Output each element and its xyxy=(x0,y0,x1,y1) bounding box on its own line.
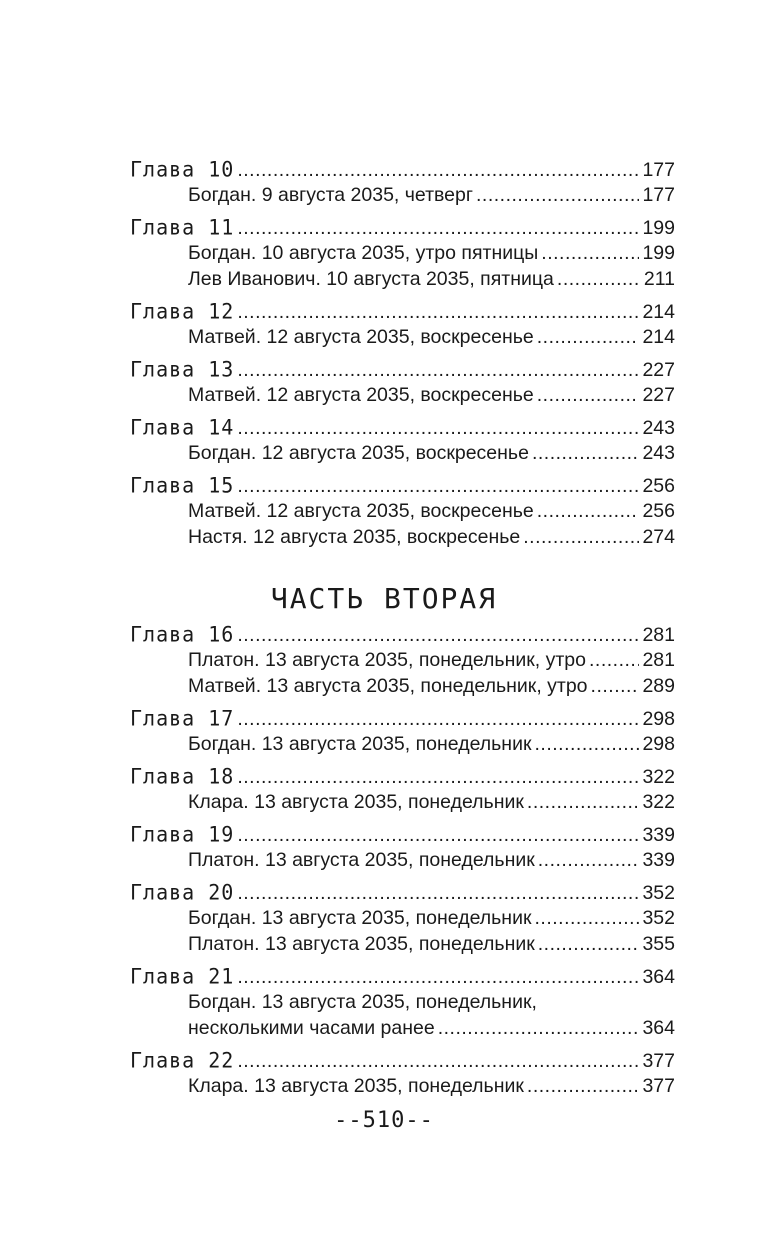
leader-dots xyxy=(237,357,639,383)
toc-chapter-row xyxy=(130,621,675,648)
chapter-title: Глава 12 xyxy=(130,298,235,324)
toc-entry-row xyxy=(188,182,675,208)
chapter-title: Глава 15 xyxy=(130,472,235,498)
toc-entry-row xyxy=(188,847,675,873)
leader-dots xyxy=(237,822,639,848)
toc-chapter-row xyxy=(130,356,675,383)
chapter-title: Глава 11 xyxy=(130,214,235,240)
entry-title: Платон. 13 августа 2035, понедельник, утро xyxy=(188,649,586,671)
leader-dots xyxy=(237,1048,639,1074)
entry-title: Богдан. 13 августа 2035, понедельник xyxy=(188,907,532,929)
entry-title: Клара. 13 августа 2035, понедельник xyxy=(188,1075,524,1097)
leader-dots xyxy=(237,215,639,241)
leader-dots xyxy=(237,157,639,183)
leader-dots xyxy=(237,415,639,441)
page-ref: 256 xyxy=(642,475,675,497)
chapter-title: Глава 10 xyxy=(130,156,235,182)
chapter-title: Глава 14 xyxy=(130,414,235,440)
leader-dots xyxy=(535,905,640,931)
leader-dots xyxy=(523,524,639,550)
page-ref: 322 xyxy=(642,791,675,813)
leader-dots xyxy=(535,731,640,757)
entry-title: Матвей. 12 августа 2035, воскресенье xyxy=(188,326,534,348)
page-ref: 214 xyxy=(642,301,675,323)
chapter-title: Глава 18 xyxy=(130,763,235,789)
leader-dots xyxy=(237,622,639,648)
page-ref: 364 xyxy=(642,966,675,988)
page-ref: 243 xyxy=(642,442,675,464)
leader-dots xyxy=(237,473,639,499)
page-ref: 227 xyxy=(642,384,675,406)
leader-dots xyxy=(527,789,640,815)
entry-title: Богдан. 13 августа 2035, понедельник, xyxy=(188,991,537,1013)
entry-title: Богдан. 12 августа 2035, воскресенье xyxy=(188,442,529,464)
page-ref: 298 xyxy=(642,708,675,730)
toc-entry-row xyxy=(188,266,675,292)
page-ref: 339 xyxy=(642,824,675,846)
entry-title: Платон. 13 августа 2035, понедельник xyxy=(188,849,535,871)
leader-dots xyxy=(589,647,639,673)
leader-dots xyxy=(237,880,639,906)
page-ref: 377 xyxy=(642,1050,675,1072)
page-ref: 352 xyxy=(642,882,675,904)
page-ref: 352 xyxy=(642,907,675,929)
toc-entry-row xyxy=(188,382,675,408)
toc-entry-row xyxy=(188,989,675,1015)
page-ref: 298 xyxy=(642,733,675,755)
toc-entry-row xyxy=(188,1073,675,1099)
leader-dots xyxy=(538,931,640,957)
page-ref: 243 xyxy=(642,417,675,439)
page-number: --510-- xyxy=(334,1108,434,1133)
leader-dots xyxy=(591,673,640,699)
leader-dots xyxy=(438,1015,640,1041)
toc-entry-row xyxy=(188,789,675,815)
page-ref: 177 xyxy=(642,159,675,181)
chapter-title: Глава 22 xyxy=(130,1047,235,1073)
entry-title: Настя. 12 августа 2035, воскресенье xyxy=(188,526,521,548)
toc-entry-row xyxy=(188,1015,675,1041)
leader-dots xyxy=(237,299,639,325)
toc-chapter-row xyxy=(130,705,675,732)
toc-chapter-row xyxy=(130,414,675,441)
toc-entry-row xyxy=(188,731,675,757)
leader-dots xyxy=(538,847,640,873)
entry-title: Лев Иванович. 10 августа 2035, пятница xyxy=(188,268,554,290)
toc-entry-row xyxy=(188,524,675,550)
entry-title: Платон. 13 августа 2035, понедельник xyxy=(188,933,535,955)
entry-title: Матвей. 12 августа 2035, воскресенье xyxy=(188,384,534,406)
toc-chapter-row xyxy=(130,821,675,848)
toc-entry-row xyxy=(188,324,675,350)
part-title: ЧАСТЬ ВТОРАЯ xyxy=(270,582,498,615)
page-ref: 214 xyxy=(642,326,675,348)
toc-chapter-row xyxy=(130,214,675,241)
page-ref: 281 xyxy=(642,624,675,646)
leader-dots xyxy=(527,1073,640,1099)
leader-dots xyxy=(476,182,639,208)
page-ref: 377 xyxy=(642,1075,675,1097)
toc-entry-row xyxy=(188,931,675,957)
page-ref: 289 xyxy=(642,675,675,697)
entry-title: Матвей. 13 августа 2035, понедельник, утро xyxy=(188,675,588,697)
leader-dots xyxy=(237,764,639,790)
leader-dots xyxy=(237,964,639,990)
toc-entry-row xyxy=(188,647,675,673)
entry-title: несколькими часами ранее xyxy=(188,1017,435,1039)
leader-dots xyxy=(237,706,639,732)
page-ref: 211 xyxy=(643,268,675,290)
toc-chapter-row xyxy=(130,298,675,325)
toc-chapter-row xyxy=(130,156,675,183)
entry-title: Богдан. 10 августа 2035, утро пятницы xyxy=(188,242,539,264)
leader-dots xyxy=(537,324,640,350)
entry-title: Клара. 13 августа 2035, понедельник xyxy=(188,791,524,813)
page-ref: 274 xyxy=(642,526,675,548)
chapter-title: Глава 13 xyxy=(130,356,235,382)
toc-chapter-row xyxy=(130,1047,675,1074)
page-ref: 199 xyxy=(642,242,675,264)
chapter-title: Глава 16 xyxy=(130,621,235,647)
toc-entry-row xyxy=(188,240,675,266)
page-ref: 339 xyxy=(642,849,675,871)
chapter-title: Глава 17 xyxy=(130,705,235,731)
page-ref: 177 xyxy=(642,184,675,206)
page-ref: 256 xyxy=(642,500,675,522)
toc-entry-row xyxy=(188,498,675,524)
toc-entry-row xyxy=(188,905,675,931)
page-ref: 281 xyxy=(642,649,675,671)
toc-entry-row xyxy=(188,673,675,699)
toc-chapter-row xyxy=(130,763,675,790)
leader-dots xyxy=(532,440,640,466)
entry-title: Богдан. 13 августа 2035, понедельник xyxy=(188,733,532,755)
page-ref: 322 xyxy=(642,766,675,788)
leader-dots xyxy=(557,266,641,292)
page-ref: 355 xyxy=(642,933,675,955)
entry-title: Матвей. 12 августа 2035, воскресенье xyxy=(188,500,534,522)
chapter-title: Глава 21 xyxy=(130,963,235,989)
page-ref: 227 xyxy=(642,359,675,381)
page-ref: 364 xyxy=(642,1017,675,1039)
leader-dots xyxy=(537,498,640,524)
toc-chapter-row xyxy=(130,472,675,499)
chapter-title: Глава 20 xyxy=(130,879,235,905)
entry-title: Богдан. 9 августа 2035, четверг xyxy=(188,184,473,206)
toc-chapter-row xyxy=(130,879,675,906)
chapter-title: Глава 19 xyxy=(130,821,235,847)
leader-dots xyxy=(541,240,639,266)
toc-entry-row xyxy=(188,440,675,466)
toc-chapter-row xyxy=(130,963,675,990)
page-ref: 199 xyxy=(642,217,675,239)
leader-dots xyxy=(537,382,640,408)
